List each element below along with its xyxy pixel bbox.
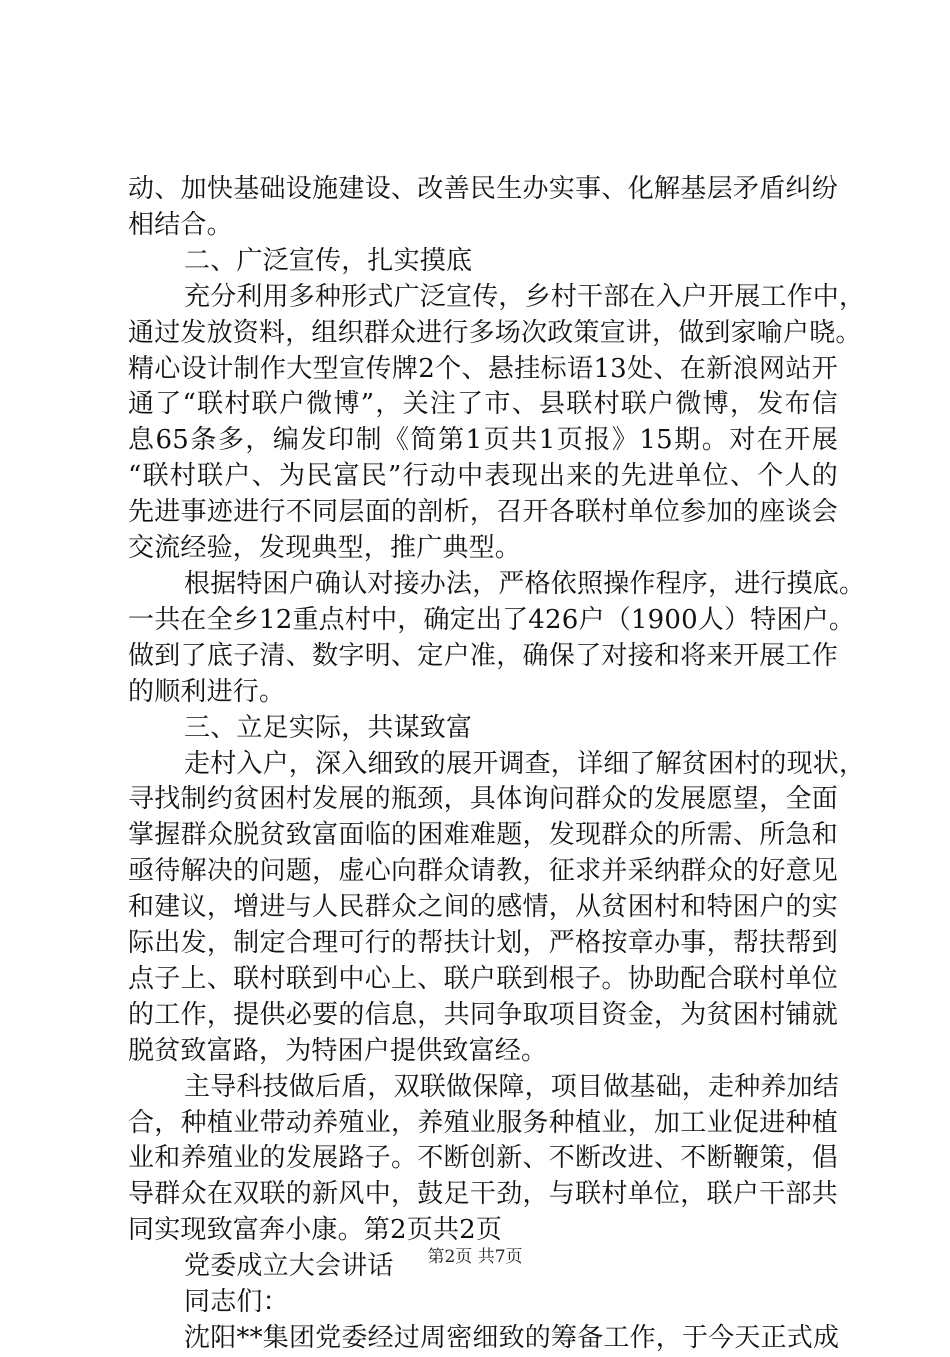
text-line: 沈阳**集团党委经过周密细致的筹备工作，于今天正式成	[184, 1323, 840, 1353]
text-line: 业和养殖业的发展路子。不断创新、不断改进、不断鞭策，倡	[128, 1143, 838, 1174]
text-line: 走村入户，深入细致的展开调查，详细了解贫困村的现状，	[184, 748, 866, 779]
text-line: 通了“联村联户微博”，关注了市、县联村联户微博，发布信	[128, 389, 838, 420]
text-line: 息65条多，编发印制《简第1页共1页报》15期。对在开展	[128, 425, 838, 456]
text-line: 充分利用多种形式广泛宣传，乡村干部在入户开展工作中，	[184, 281, 866, 312]
page-footer: 第2页 共7页	[427, 1247, 523, 1267]
text-line: 交流经验，发现典型，推广典型。	[128, 533, 522, 564]
text-line: 先进事迹进行不同层面的剖析，召开各联村单位参加的座谈会	[128, 497, 838, 528]
text-line: 同实现致富奔小康。第2页共2页	[128, 1215, 503, 1246]
text-line: 相结合。	[128, 209, 233, 240]
document-body	[128, 172, 866, 1357]
text-line: 亟待解决的问题，虚心向群众请教，征求并采纳群众的好意见	[128, 856, 838, 887]
text-line: 党委成立大会讲话	[184, 1251, 394, 1282]
text-line: 精心设计制作大型宣传牌2个、悬挂标语13处、在新浪网站开	[128, 353, 838, 384]
text-line: 际出发，制定合理可行的帮扶计划，严格按章办事，帮扶帮到	[128, 928, 838, 959]
text-line: 同志们：	[184, 1287, 289, 1318]
text-line: 脱贫致富路，为特困户提供致富经。	[128, 1035, 548, 1066]
text-line: 根据特困户确认对接办法，严格依照操作程序，进行摸底。	[184, 568, 866, 599]
text-line: 一共在全乡12重点村中，确定出了426户（1900人）特困户。	[128, 604, 856, 635]
text-line: 做到了底子清、数字明、定户准，确保了对接和将来开展工作	[128, 640, 838, 671]
text-line: 合，种植业带动养殖业，养殖业服务种植业，加工业促进种植	[128, 1107, 838, 1138]
text-line: 导群众在双联的新风中，鼓足干劲，与联村单位，联户干部共	[128, 1179, 838, 1210]
text-line: 动、加快基础设施建设、改善民生办实事、化解基层矛盾纠纷	[128, 174, 838, 204]
text-line: 二、广泛宣传，扎实摸底	[184, 245, 473, 276]
text-line: “联村联户、为民富民”行动中表现出来的先进单位、个人的	[128, 461, 838, 492]
text-line: 掌握群众脱贫致富面临的困难难题，发现群众的所需、所急和	[128, 820, 838, 851]
text-line: 的顺利进行。	[128, 676, 286, 707]
text-line: 的工作，提供必要的信息，共同争取项目资金，为贫困村铺就	[128, 999, 838, 1030]
text-line: 三、立足实际，共谋致富	[184, 712, 473, 743]
text-line: 和建议，增进与人民群众之间的感情，从贫困村和特困户的实	[128, 892, 838, 923]
text-line: 点子上、联村联到中心上、联户联到根子。协助配合联村单位	[128, 963, 838, 994]
text-line: 寻找制约贫困村发展的瓶颈，具体询问群众的发展愿望，全面	[128, 784, 838, 815]
text-line: 通过发放资料，组织群众进行多场次政策宣讲，做到家喻户晓。	[128, 317, 862, 348]
text-line: 主导科技做后盾，双联做保障，项目做基础，走种养加结	[184, 1071, 840, 1102]
